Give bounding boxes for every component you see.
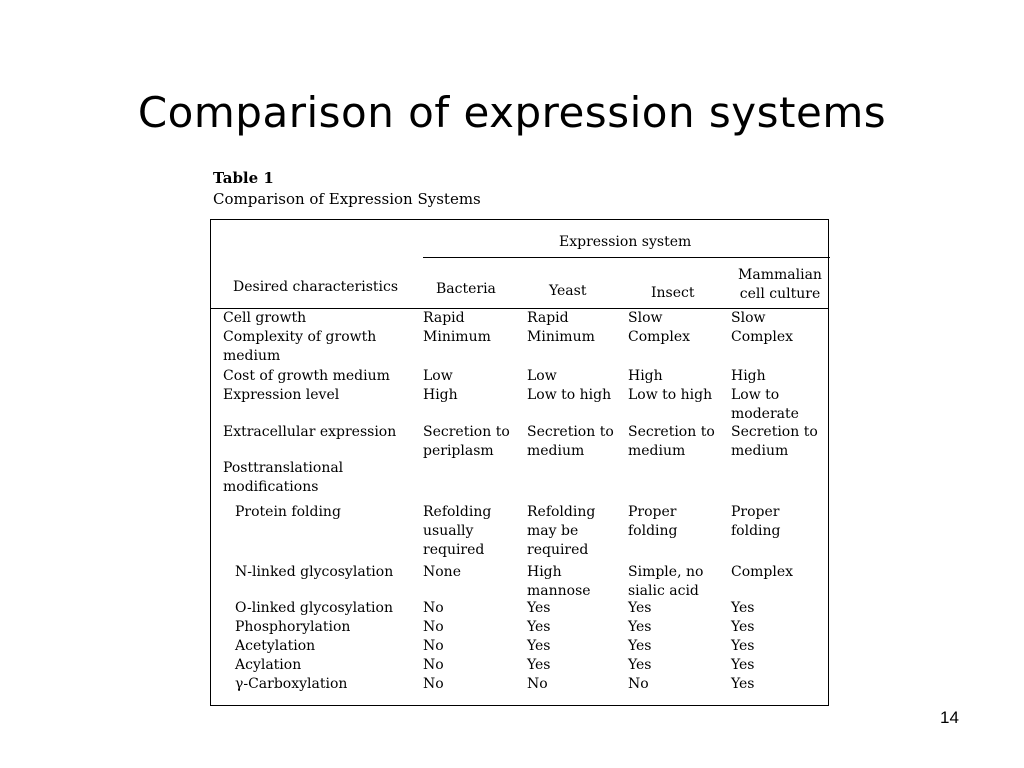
page-number: 14	[940, 708, 959, 727]
table-cell: Yes	[628, 638, 652, 654]
table-cell: Refolding usually required	[423, 504, 492, 558]
row-label: Extracellular expression	[223, 424, 397, 440]
table-cell: Low	[423, 368, 453, 384]
table-cell: Refolding may be required	[527, 504, 596, 558]
table-cell: Complex	[731, 564, 794, 580]
column-header-mammalian: Mammalian cell culture	[738, 267, 822, 302]
table-cell: Secretion to medium	[628, 424, 715, 459]
row-label: Protein folding	[235, 504, 341, 520]
table-cell: Yes	[628, 619, 652, 635]
table-cell: No	[423, 619, 444, 635]
row-label: Phosphorylation	[235, 619, 351, 635]
table-cell: Yes	[527, 619, 551, 635]
table-cell: Low to moderate	[731, 387, 799, 422]
table-cell: Secretion to medium	[731, 424, 818, 459]
table-caption	[213, 168, 481, 210]
table-label: Table 1	[213, 169, 274, 187]
table-cell: Secretion to medium	[527, 424, 614, 459]
table-cell: High	[731, 368, 766, 384]
table-cell: Yes	[527, 657, 551, 673]
column-header-yeast: Yeast	[549, 283, 587, 299]
table-cell: Yes	[731, 619, 755, 635]
column-header-characteristics: Desired characteristics	[233, 279, 399, 295]
table-cell: High mannose	[527, 564, 591, 599]
table-cell: Low to high	[527, 387, 612, 403]
row-label: Acylation	[235, 657, 302, 673]
table-cell: Rapid	[527, 310, 569, 326]
group-header-rule	[423, 257, 830, 258]
table-cell: No	[423, 638, 444, 654]
table-cell: Yes	[628, 600, 652, 616]
table-cell: Yes	[628, 657, 652, 673]
slide-title: Comparison of expression systems	[137, 88, 887, 137]
table-cell: Minimum	[527, 329, 595, 345]
table-cell: None	[423, 564, 461, 580]
table-cell: Complex	[731, 329, 794, 345]
table-cell: Yes	[731, 600, 755, 616]
row-label: Posttranslational modifications	[223, 460, 344, 495]
table-cell: Yes	[731, 638, 755, 654]
table-cell: High	[628, 368, 663, 384]
row-label: γ-Carboxylation	[235, 676, 348, 692]
table-cell: Yes	[527, 600, 551, 616]
column-header-bacteria: Bacteria	[436, 281, 496, 297]
table-cell: Yes	[527, 638, 551, 654]
table-cell: Complex	[628, 329, 691, 345]
row-label: Acetylation	[235, 638, 316, 654]
table-cell: Rapid	[423, 310, 465, 326]
table-cell: Yes	[731, 676, 755, 692]
table-cell: Proper folding	[628, 504, 678, 539]
table-cell: No	[423, 676, 444, 692]
row-label: Cost of growth medium	[223, 368, 390, 384]
table-cell: No	[423, 600, 444, 616]
row-label: Complexity of growth medium	[223, 329, 377, 364]
group-header: Expression system	[559, 234, 692, 250]
table-cell: Low	[527, 368, 557, 384]
table-cell: Yes	[731, 657, 755, 673]
row-label: Cell growth	[223, 310, 307, 326]
table-cell: Secretion to periplasm	[423, 424, 510, 459]
table-caption-text: Comparison of Expression Systems	[213, 190, 481, 208]
row-label: N-linked glycosylation	[235, 564, 394, 580]
table-cell: Proper folding	[731, 504, 781, 539]
column-header-insect: Insect	[651, 285, 695, 301]
row-label: O-linked glycosylation	[235, 600, 393, 616]
comparison-table	[210, 219, 829, 706]
table-cell: Slow	[731, 310, 766, 326]
row-label: Expression level	[223, 387, 340, 403]
table-cell: High	[423, 387, 458, 403]
table-cell: Low to high	[628, 387, 713, 403]
table-cell: No	[628, 676, 649, 692]
table-cell: Minimum	[423, 329, 491, 345]
table-cell: Simple, no sialic acid	[628, 564, 704, 599]
table-cell: Slow	[628, 310, 663, 326]
table-cell: No	[527, 676, 548, 692]
table-cell: No	[423, 657, 444, 673]
